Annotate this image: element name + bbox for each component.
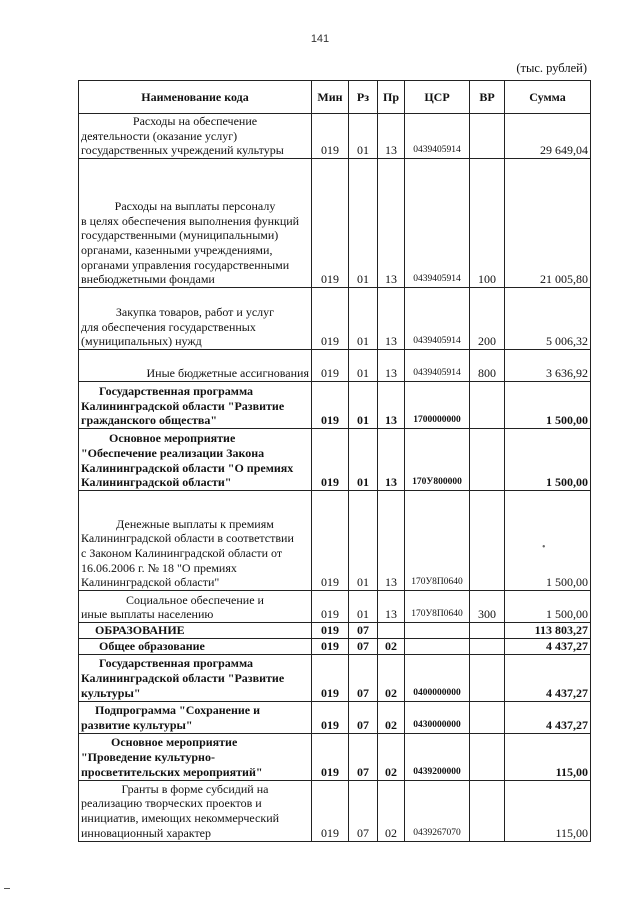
table-row	[79, 159, 591, 288]
table-row	[79, 701, 591, 733]
cell-csr: 0439405914	[405, 159, 470, 288]
header-sum: Сумма	[505, 81, 591, 114]
cell-pr: 13	[378, 114, 405, 159]
cell-min: 019	[312, 701, 349, 733]
table-row	[79, 382, 591, 429]
cell-rz: 07	[349, 780, 378, 841]
cell-sum: 115,00	[505, 780, 591, 841]
table-row	[79, 288, 591, 350]
cell-csr: 0439405914	[405, 114, 470, 159]
cell-rz: 01	[349, 591, 378, 623]
cell-name: Основное мероприятие "Обеспечение реализации Закона Калининградской области "О премиях Калининградской области"	[79, 429, 312, 491]
header-name: Наименование кода	[79, 81, 312, 114]
cell-sum: 5 006,32	[505, 288, 591, 350]
cell-name: ОБРАЗОВАНИЕ	[79, 623, 312, 639]
stray-mark: •	[542, 542, 546, 553]
cell-sum: 4 437,27	[505, 638, 591, 654]
cell-rz: 01	[349, 491, 378, 591]
cell-rz: 07	[349, 654, 378, 701]
cell-csr: 170У8П0640	[405, 591, 470, 623]
cell-sum: 113 803,27	[505, 623, 591, 639]
table-row	[79, 733, 591, 780]
cell-min: 019	[312, 429, 349, 491]
cell-name: Социальное обеспечение и иные выплаты населению	[79, 591, 312, 623]
cell-rz: 07	[349, 733, 378, 780]
cell-min: 019	[312, 780, 349, 841]
cell-min: 019	[312, 350, 349, 382]
cell-sum: 1 500,00	[505, 382, 591, 429]
cell-sum: 21 005,80	[505, 159, 591, 288]
table-row	[79, 350, 591, 382]
cell-vr	[470, 114, 505, 159]
cell-vr: 200	[470, 288, 505, 350]
margin-mark	[4, 888, 10, 889]
cell-pr: 02	[378, 654, 405, 701]
cell-csr: 170У8П0640	[405, 491, 470, 591]
table-row	[79, 638, 591, 654]
cell-min: 019	[312, 623, 349, 639]
cell-csr: 0439200000	[405, 733, 470, 780]
page-number: 141	[310, 33, 330, 45]
cell-rz: 01	[349, 159, 378, 288]
header-pr: Пр	[378, 81, 405, 114]
cell-pr: 13	[378, 288, 405, 350]
cell-vr	[470, 429, 505, 491]
cell-name: Иные бюджетные ассигнования	[79, 350, 312, 382]
cell-name: Основное мероприятие "Проведение культурно- просветительских мероприятий"	[79, 733, 312, 780]
cell-pr: 13	[378, 159, 405, 288]
cell-sum: 1 500,00	[505, 591, 591, 623]
cell-min: 019	[312, 159, 349, 288]
cell-name: Закупка товаров, работ и услуг для обеспечения государственных (муниципальных) нужд	[79, 288, 312, 350]
cell-min: 019	[312, 591, 349, 623]
cell-csr: 170У800000	[405, 429, 470, 491]
table-row	[79, 654, 591, 701]
cell-sum: 3 636,92	[505, 350, 591, 382]
table-row	[79, 491, 591, 591]
header-csr: ЦСР	[405, 81, 470, 114]
cell-sum: 115,00	[505, 733, 591, 780]
cell-vr	[470, 638, 505, 654]
cell-csr	[405, 623, 470, 639]
cell-pr: 02	[378, 733, 405, 780]
units-label: (тыс. рублей)	[516, 61, 587, 75]
table-row	[79, 780, 591, 841]
cell-rz: 01	[349, 288, 378, 350]
cell-pr: 02	[378, 638, 405, 654]
cell-min: 019	[312, 638, 349, 654]
cell-vr	[470, 382, 505, 429]
cell-vr	[470, 733, 505, 780]
cell-csr: 1700000000	[405, 382, 470, 429]
cell-csr	[405, 638, 470, 654]
cell-min: 019	[312, 114, 349, 159]
cell-vr	[470, 701, 505, 733]
table-row	[79, 623, 591, 639]
cell-rz: 07	[349, 638, 378, 654]
cell-name: Подпрограмма "Сохранение и развитие культуры"	[79, 701, 312, 733]
cell-pr: 13	[378, 350, 405, 382]
header-vr: ВР	[470, 81, 505, 114]
cell-name: Общее образование	[79, 638, 312, 654]
table-row	[79, 114, 591, 159]
cell-rz: 01	[349, 429, 378, 491]
cell-min: 019	[312, 654, 349, 701]
table-row	[79, 429, 591, 491]
cell-pr: 13	[378, 591, 405, 623]
cell-name: Расходы на выплаты персоналу в целях обеспечения выполнения функций государственными (муниципальными) органами, казенными учреждениями, органами управления государственными внебюджетными фондами	[79, 159, 312, 288]
cell-csr: 0439267070	[405, 780, 470, 841]
cell-rz: 01	[349, 382, 378, 429]
budget-table	[78, 80, 591, 842]
cell-name: Расходы на обеспечение деятельности (оказание услуг) государственных учреждений культуры	[79, 114, 312, 159]
cell-pr: 13	[378, 382, 405, 429]
cell-sum: 1 500,00	[505, 491, 591, 591]
cell-name: Государственная программа Калининградской области "Развитие культуры"	[79, 654, 312, 701]
cell-sum: 1 500,00	[505, 429, 591, 491]
cell-min: 019	[312, 382, 349, 429]
cell-rz: 01	[349, 114, 378, 159]
header-min: Мин	[312, 81, 349, 114]
cell-csr: 0430000000	[405, 701, 470, 733]
cell-csr: 0400000000	[405, 654, 470, 701]
cell-rz: 07	[349, 623, 378, 639]
header-rz: Рз	[349, 81, 378, 114]
cell-vr: 800	[470, 350, 505, 382]
table-header-row	[79, 81, 591, 114]
cell-sum: 29 649,04	[505, 114, 591, 159]
cell-min: 019	[312, 491, 349, 591]
cell-name: Денежные выплаты к премиям Калининградской области в соответствии с Законом Калининградской области от 16.06.2006 г. № 18 "О премиях Калининградской области"	[79, 491, 312, 591]
cell-pr: 02	[378, 701, 405, 733]
cell-vr	[470, 654, 505, 701]
cell-vr	[470, 491, 505, 591]
cell-rz: 01	[349, 350, 378, 382]
table-row	[79, 591, 591, 623]
cell-vr	[470, 623, 505, 639]
cell-vr	[470, 780, 505, 841]
cell-vr: 300	[470, 591, 505, 623]
cell-csr: 0439405914	[405, 350, 470, 382]
cell-rz: 07	[349, 701, 378, 733]
cell-csr: 0439405914	[405, 288, 470, 350]
cell-pr: 02	[378, 780, 405, 841]
cell-name: Гранты в форме субсидий на реализацию творческих проектов и инициатив, имеющих некоммерческий инновационный характер	[79, 780, 312, 841]
cell-vr: 100	[470, 159, 505, 288]
cell-min: 019	[312, 733, 349, 780]
table-body	[79, 114, 591, 842]
cell-sum: 4 437,27	[505, 701, 591, 733]
cell-min: 019	[312, 288, 349, 350]
cell-name: Государственная программа Калининградской области "Развитие гражданского общества"	[79, 382, 312, 429]
cell-pr	[378, 623, 405, 639]
cell-pr: 13	[378, 491, 405, 591]
cell-pr: 13	[378, 429, 405, 491]
cell-sum: 4 437,27	[505, 654, 591, 701]
